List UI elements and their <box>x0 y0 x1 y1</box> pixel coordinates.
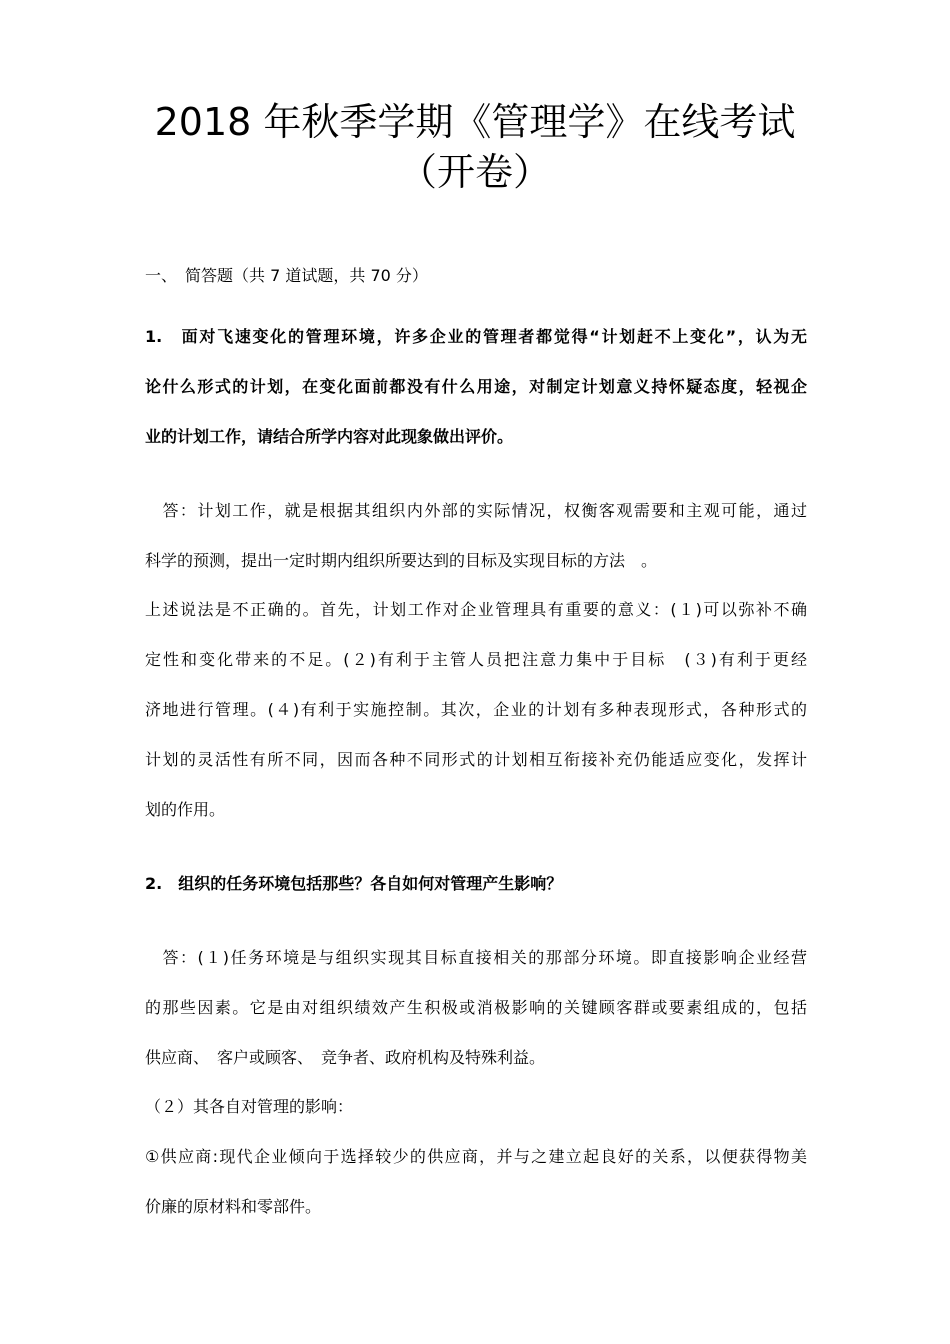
document-title-line-2: （开卷） <box>398 150 551 194</box>
answer-1-line-2: 科学的预测，提出一定时期内组织所要达到的目标及实现目标的方法 。 <box>145 551 658 570</box>
question-1-line-3: 业的计划工作，请结合所学内容对此现象做出评价。 <box>145 427 514 446</box>
answer-1-line-4: 定性和变化带来的不足。(２)有利于主管人员把注意力集中于目标 (３)有利于更经 <box>145 650 807 669</box>
answer-2-line-5: ①供应商:现代企业倾向于选择较少的供应商，并与之建立起良好的关系，以便获得物美 <box>145 1147 807 1166</box>
answer-2-line-4: （２）其各自对管理的影响： <box>145 1097 354 1116</box>
question-1-line-2: 论什么形式的计划，在变化面前都没有什么用途，对制定计划意义持怀疑态度，轻视企 <box>145 377 807 396</box>
document-title-line-1: 2018 年秋季学期《管理学》在线考试 <box>154 100 796 144</box>
answer-2-line-3: 供应商、 客户或顾客、 竞争者、政府机构及特殊利益。 <box>145 1048 546 1067</box>
answer-2-line-2: 的那些因素。它是由对组织绩效产生积极或消极影响的关键顾客群或要素组成的，包括 <box>145 998 807 1017</box>
answer-2-line-1: 答：(１)任务环境是与组织实现其目标直接相关的那部分环境。即直接影响企业经营 <box>145 948 807 967</box>
answer-2-line-6: 价廉的原材料和零部件。 <box>145 1197 322 1216</box>
section-heading: 一、 简答题（共 7 道试题，共 70 分） <box>145 266 428 285</box>
question-2-line-1: 2. 组织的任务环境包括那些？各自如何对管理产生影响？ <box>145 874 563 893</box>
answer-1-line-7: 划的作用。 <box>145 800 226 819</box>
answer-1-line-1: 答：计划工作，就是根据其组织内外部的实际情况，权衡客观需要和主观可能，通过 <box>145 501 807 520</box>
answer-1-line-6: 计划的灵活性有所不同，因而各种不同形式的计划相互衔接补充仍能适应变化，发挥计 <box>145 750 807 769</box>
answer-1-line-5: 济地进行管理。(４)有利于实施控制。其次，企业的计划有多种表现形式，各种形式的 <box>145 700 807 719</box>
question-1-line-1: 1. 面对飞速变化的管理环境，许多企业的管理者都觉得“计划赶不上变化”，认为无 <box>145 327 807 346</box>
answer-1-line-3: 上述说法是不正确的。首先，计划工作对企业管理具有重要的意义：(１)可以弥补不确 <box>145 600 807 619</box>
